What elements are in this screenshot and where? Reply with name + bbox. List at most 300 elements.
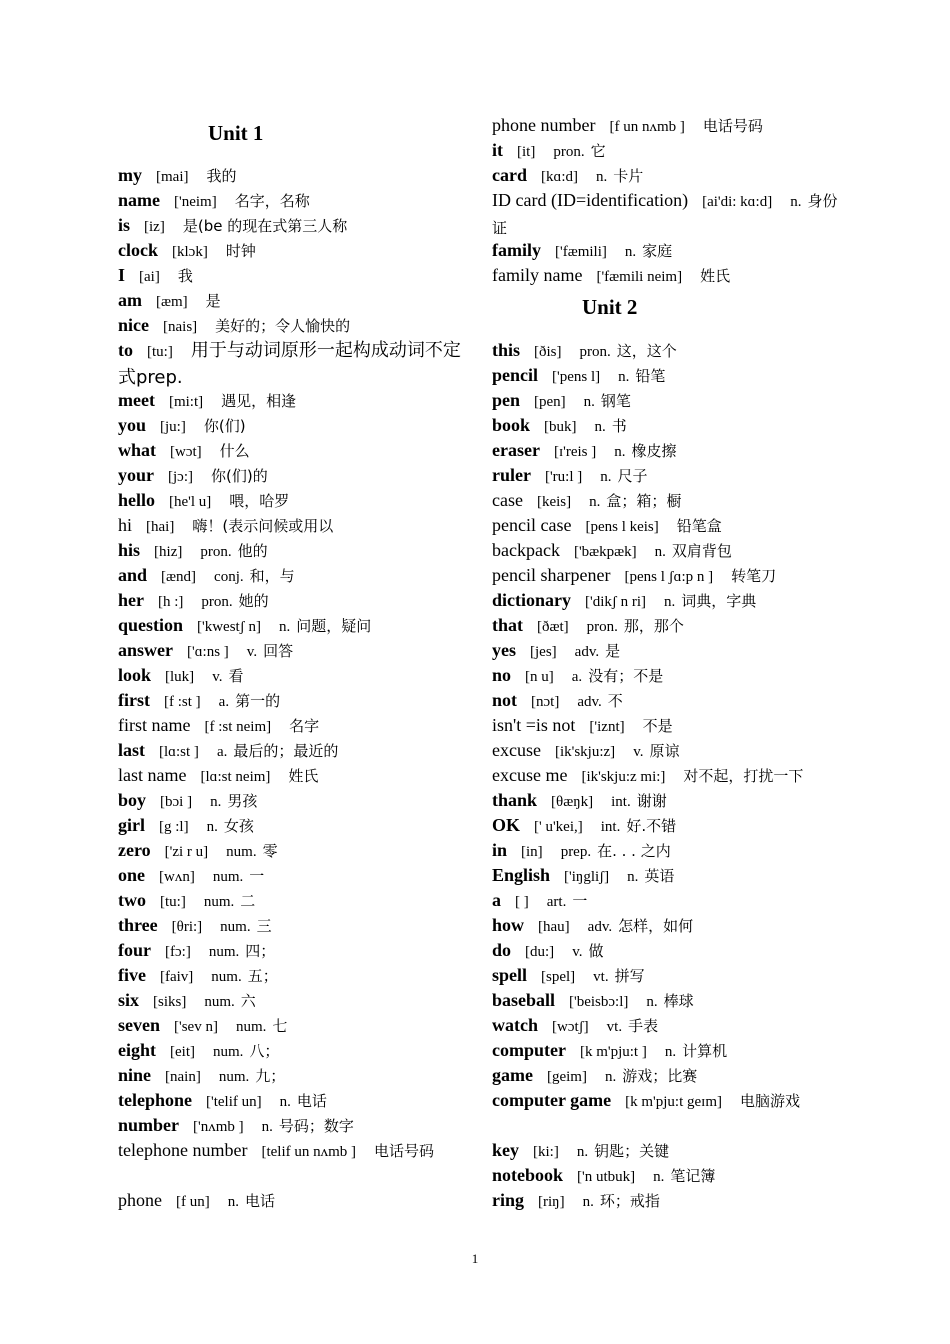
vocab-entry (118, 163, 463, 190)
vocab-phonetic: [fɔ:] (165, 944, 191, 960)
vocab-phonetic: [hiz] (154, 544, 183, 560)
vocab-word: and (118, 565, 148, 585)
vocab-entry (492, 1138, 842, 1165)
vocab-phonetic: ['pens l] (552, 369, 601, 385)
vocab-phonetic: [n u] (525, 669, 554, 685)
vocab-entry (118, 938, 463, 965)
vocab-word: English (492, 865, 551, 885)
vocab-word: his (118, 540, 141, 560)
vocab-phonetic: [wɔt] (170, 444, 202, 460)
vocab-entry (118, 963, 463, 990)
vocab-word: this (492, 340, 521, 360)
vocab-entry (492, 413, 842, 440)
vocab-phonetic: ['n utbuk] (577, 1169, 636, 1185)
vocab-phonetic: [' u'kei,] (534, 819, 583, 835)
vocab-word: ring (492, 1190, 525, 1210)
vocab-meaning: 男孩 (227, 792, 258, 810)
vocab-word: number (118, 1115, 180, 1135)
vocab-phonetic: [buk] (544, 419, 577, 435)
vocab-meaning: 喂，哈罗 (229, 492, 290, 510)
vocab-phonetic: [iz] (144, 219, 165, 235)
vocab-meaning: 用于与动词原形一起构成动词不定式prep. (118, 340, 461, 388)
vocab-word: computer game (492, 1090, 612, 1110)
vocab-word: notebook (492, 1165, 564, 1185)
vocab-meaning: 问题，疑问 (296, 617, 372, 635)
vocab-word: first (118, 690, 150, 710)
vocab-word: pen (492, 390, 521, 410)
vocab-entry (492, 813, 842, 840)
vocab-word: pencil sharpener (492, 565, 611, 585)
vocab-phonetic: ['kwestʃ n] (197, 619, 261, 635)
vocab-meaning: 电话号码 (702, 117, 763, 135)
vocab-phonetic: [ik'skju:z mi:] (581, 769, 666, 785)
vocab-pos: n. (604, 1069, 617, 1085)
vocab-word: isn't =is not (492, 715, 576, 735)
vocab-entry (118, 688, 463, 715)
vocab-phonetic: ['fæmili neim] (596, 269, 683, 285)
vocab-phonetic: ['bækpæk] (573, 544, 637, 560)
vocab-phonetic: [jes] (530, 644, 557, 660)
vocab-meaning: 拼写 (614, 967, 645, 985)
vocab-phonetic: [telif un nʌmb ] (261, 1144, 357, 1160)
vocab-phonetic: [ænd] (161, 569, 197, 585)
vocab-word: your (118, 465, 154, 485)
vocab-word: clock (118, 240, 158, 260)
vocab-word: I (118, 265, 126, 285)
vocab-phonetic: [hai] (146, 519, 175, 535)
vocab-entry (492, 388, 842, 415)
vocab-pos: n. (278, 619, 291, 635)
vocab-phonetic: [pens l ʃɑ:p n ] (624, 569, 714, 585)
vocab-word: not (492, 690, 518, 710)
vocab-phonetic: [k m'pju:t geɪm] (625, 1094, 722, 1110)
vocab-phonetic: [g :l] (159, 819, 189, 835)
vocab-pos: num. (211, 969, 242, 985)
vocab-phonetic: [k m'pju:t ] (579, 1044, 647, 1060)
vocab-entry (492, 513, 842, 540)
vocab-pos: num. (235, 1019, 267, 1035)
vocab-entry (492, 463, 842, 490)
vocab-meaning: 是 (605, 642, 621, 660)
vocab-word: is (118, 215, 131, 235)
vocab-word: six (118, 990, 140, 1010)
vocab-meaning: 橡皮擦 (631, 442, 677, 460)
vocab-word: yes (492, 640, 516, 660)
vocab-word: answer (118, 640, 173, 660)
vocab-pos: n. (596, 169, 608, 185)
vocab-meaning: 棒球 (663, 992, 694, 1010)
vocab-entry (492, 238, 842, 265)
vocab-meaning: 盒；箱；橱 (606, 492, 682, 510)
vocab-entry (492, 913, 842, 940)
vocab-entry (118, 438, 463, 465)
vocab-meaning: 号码；数字 (278, 1117, 354, 1135)
vocab-entry (492, 338, 842, 365)
vocab-word: three (118, 915, 158, 935)
vocab-meaning: 时钟 (225, 242, 256, 260)
vocab-pos: v. (633, 744, 644, 760)
vocab-entry (492, 838, 842, 865)
vocab-pos: pron. (200, 544, 232, 560)
vocab-entry (118, 888, 463, 915)
vocab-entry (118, 1063, 463, 1090)
vocab-pos: n. (790, 194, 802, 210)
vocab-meaning: 电脑游戏 (740, 1092, 801, 1110)
vocab-meaning: 钥匙；关键 (594, 1142, 670, 1160)
vocab-word: pencil case (492, 515, 572, 535)
vocab-entry (118, 1038, 463, 1065)
vocab-word: that (492, 615, 523, 635)
vocab-phonetic: [lɑ:st ] (159, 744, 199, 760)
vocab-word: thank (492, 790, 538, 810)
vocab-entry (118, 513, 463, 540)
vocab-phonetic: [kɑ:d] (541, 169, 579, 185)
vocab-pos: adv. (574, 644, 600, 660)
vocab-pos: v. (212, 669, 223, 685)
vocab-meaning: 她的 (238, 592, 269, 610)
vocab-phonetic: ['beisbɔ:l] (569, 994, 629, 1010)
vocab-pos: adv. (577, 694, 602, 710)
vocab-pos: num. (220, 919, 251, 935)
vocab-pos: v. (572, 944, 583, 960)
vocab-entry (118, 538, 463, 565)
vocab-meaning: 八； (249, 1042, 280, 1060)
vocab-word: my (118, 165, 142, 185)
vocab-pos: n. (594, 419, 606, 435)
vocab-pos: a. (571, 669, 583, 685)
vocab-entry (492, 1038, 842, 1065)
vocab-word: hi (118, 515, 133, 535)
vocab-phonetic: ['iŋgliʃ] (564, 869, 610, 885)
vocab-phonetic: [in] (521, 844, 543, 860)
vocab-word: two (118, 890, 146, 910)
vocab-pos: n. (206, 819, 218, 835)
vocab-pos: vt. (606, 1019, 623, 1035)
vocab-phonetic: [f un nʌmb ] (609, 119, 685, 135)
vocab-entry (492, 763, 842, 790)
vocab-meaning: 词典，字典 (681, 592, 757, 610)
vocab-meaning: 谢谢 (636, 792, 667, 810)
vocab-word: how (492, 915, 525, 935)
vocab-phonetic: [ɪ'reis ] (553, 444, 597, 460)
vocab-word: question (118, 615, 184, 635)
vocab-pos: num. (212, 1044, 244, 1060)
vocab-meaning: 第一的 (235, 692, 281, 710)
vocab-meaning: 你(们)的 (210, 467, 268, 485)
vocab-pos: v. (246, 644, 258, 660)
vocab-phonetic: [f un] (176, 1194, 210, 1210)
vocab-pos: n. (614, 444, 626, 460)
vocab-phonetic: ['zi r u] (164, 844, 209, 860)
vocab-pos: vt. (593, 969, 609, 985)
vocab-phonetic: [nain] (165, 1069, 201, 1085)
vocab-phonetic: [siks] (153, 994, 187, 1010)
vocab-word: family (492, 240, 541, 260)
vocab-entry (492, 688, 842, 715)
vocab-word: ruler (492, 465, 531, 485)
vocab-pos: pron. (579, 344, 611, 360)
vocab-phonetic: [nais] (163, 319, 198, 335)
vocab-meaning: 这，这个 (616, 342, 677, 360)
vocab-word: game (492, 1065, 533, 1085)
vocab-word: spell (492, 965, 528, 985)
vocab-word: key (492, 1140, 519, 1160)
vocab-meaning: 五； (247, 967, 278, 985)
vocab-phonetic: [ki:] (533, 1144, 559, 1160)
vocab-phonetic: [ai] (139, 269, 160, 285)
vocab-entry (492, 863, 842, 890)
vocab-word: am (118, 290, 142, 310)
vocab-entry (118, 1188, 463, 1215)
vocab-word: pencil (492, 365, 539, 385)
vocab-meaning: 最后的；最近的 (233, 742, 339, 760)
vocab-pos: a. (216, 744, 228, 760)
vocab-pos: pron. (201, 594, 233, 610)
vocab-phonetic: [ðæt] (537, 619, 569, 635)
vocab-word: do (492, 940, 512, 960)
vocab-meaning: 那，那个 (623, 617, 684, 635)
vocab-pos: num. (218, 1069, 250, 1085)
vocab-word: book (492, 415, 531, 435)
vocab-meaning: 姓氏 (700, 267, 731, 285)
vocab-phonetic: [jɔ:] (168, 469, 193, 485)
vocab-word: look (118, 665, 152, 685)
vocab-entry (118, 813, 463, 840)
vocab-phonetic: [spel] (541, 969, 576, 985)
vocab-word: what (118, 440, 157, 460)
vocab-meaning: 尺子 (617, 467, 648, 485)
vocab-phonetic: [mai] (156, 169, 189, 185)
vocab-entry (492, 713, 842, 740)
vocab-meaning: 电话 (296, 1092, 327, 1110)
vocab-entry (118, 413, 463, 440)
vocab-pos: n. (664, 1044, 677, 1060)
vocab-word: five (118, 965, 146, 985)
vocab-pos: n. (646, 994, 658, 1010)
vocab-phonetic: [ai'di: kɑ:d] (702, 194, 773, 210)
vocab-phonetic: [ik'skju:z] (554, 744, 616, 760)
vocab-meaning: 他的 (237, 542, 268, 560)
vocab-word: ID card (ID=identification) (492, 190, 689, 210)
vocab-meaning: 它 (590, 142, 606, 160)
vocab-entry (118, 738, 463, 765)
vocab-entry (118, 563, 463, 590)
vocab-entry (118, 1088, 463, 1115)
vocab-word: baseball (492, 990, 556, 1010)
unit-title: Unit 2 (582, 295, 638, 319)
vocab-meaning: 做 (588, 942, 604, 960)
vocab-word: you (118, 415, 147, 435)
vocab-meaning: 回答 (263, 642, 294, 660)
vocab-word: name (118, 190, 160, 210)
vocab-pos: pron. (553, 144, 585, 160)
vocab-word: phone (118, 1190, 162, 1210)
vocab-pos: n. (279, 1094, 291, 1110)
vocab-entry (118, 213, 463, 240)
vocab-meaning: 一 (572, 892, 588, 910)
vocab-entry (492, 1013, 842, 1040)
vocab-entry (492, 1088, 842, 1115)
vocab-entry (118, 663, 463, 690)
vocab-word: dictionary (492, 590, 571, 610)
vocab-pos: num. (204, 994, 235, 1010)
vocab-word: a (492, 890, 501, 910)
vocab-word: nine (118, 1065, 152, 1085)
vocab-pos: n. (582, 1194, 594, 1210)
vocab-meaning: 笔记簿 (670, 1167, 716, 1185)
vocab-meaning: 四； (245, 942, 276, 960)
vocab-entry (118, 613, 463, 640)
vocab-entry (118, 288, 463, 315)
vocab-meaning: 书 (611, 417, 627, 435)
vocab-entry (492, 488, 842, 515)
vocab-word: nice (118, 315, 149, 335)
vocab-word: zero (118, 840, 151, 860)
vocab-word: card (492, 165, 527, 185)
vocab-phonetic: ['ɑ:ns ] (187, 644, 229, 660)
vocab-meaning: 好.不错 (626, 817, 677, 835)
page-number: 1 (471, 1251, 479, 1266)
vocab-entry (492, 888, 842, 915)
vocab-meaning: 双肩背包 (671, 542, 732, 560)
vocab-phonetic: [f :st neim] (204, 719, 272, 735)
vocab-entry (492, 638, 842, 665)
vocab-phonetic: [nɔt] (531, 694, 560, 710)
vocab-pos: n. (261, 1119, 273, 1135)
vocab-word: in (492, 840, 508, 860)
vocab-pos: num. (208, 944, 240, 960)
vocab-entry (492, 113, 842, 140)
vocab-meaning: 不是 (642, 717, 673, 735)
vocab-meaning: 你(们) (203, 417, 246, 435)
vocab-meaning: 计算机 (682, 1042, 728, 1060)
vocab-entry (118, 588, 463, 615)
vocab-meaning: 环；戒指 (599, 1192, 660, 1210)
vocab-meaning: 怎样，如何 (618, 917, 694, 935)
vocab-phonetic: [æm] (156, 294, 188, 310)
vocab-word: family name (492, 265, 583, 285)
vocab-phonetic: ['dikʃ n ri] (585, 594, 647, 610)
vocab-meaning: 铅笔盒 (676, 517, 722, 535)
vocab-meaning: 名字 (289, 717, 320, 735)
vocab-word: her (118, 590, 144, 610)
vocab-entry (492, 938, 842, 965)
vocab-meaning: 七 (272, 1017, 288, 1035)
vocab-entry (118, 988, 463, 1015)
vocab-entry (118, 338, 463, 390)
vocab-entry (118, 788, 463, 815)
vocab-pos: n. (583, 394, 595, 410)
vocab-meaning: 手表 (628, 1017, 659, 1035)
vocab-phonetic: ['ru:l ] (544, 469, 583, 485)
vocab-phonetic: [he'l u] (169, 494, 212, 510)
vocab-entry (118, 388, 463, 415)
vocab-entry (492, 1063, 842, 1090)
vocab-entry (492, 1188, 842, 1215)
vocab-meaning: 看 (228, 667, 244, 685)
vocab-entry (118, 863, 463, 890)
vocab-entry (492, 788, 842, 815)
vocab-phonetic: ['fæmili] (555, 244, 607, 260)
vocab-word: eight (118, 1040, 156, 1060)
vocab-entry (118, 313, 463, 340)
vocab-entry (492, 438, 842, 465)
vocab-pos: int. (611, 794, 631, 810)
vocab-meaning: 是(be 的现在式第三人称 (182, 217, 348, 235)
vocab-phonetic: [keis] (536, 494, 572, 510)
vocab-entry (492, 963, 842, 990)
vocab-meaning: 电话 (245, 1192, 276, 1210)
vocab-phonetic: [eit] (170, 1044, 195, 1060)
vocab-phonetic: ['neim] (174, 194, 217, 210)
vocab-meaning: 我的 (206, 167, 237, 185)
vocab-entry (118, 763, 463, 790)
vocab-meaning: 姓氏 (288, 767, 319, 785)
vocab-meaning: 什么 (219, 442, 250, 460)
vocab-entry (118, 488, 463, 515)
vocab-entry (492, 563, 842, 590)
vocab-pos: prep. (560, 844, 592, 860)
vocab-phonetic: [ðis] (534, 344, 562, 360)
vocab-phonetic: ['nʌmb ] (193, 1119, 244, 1135)
vocab-meaning: 铅笔 (635, 367, 666, 385)
vocab-entry (118, 1113, 463, 1140)
vocab-word: case (492, 490, 523, 510)
vocab-pos: n. (589, 494, 601, 510)
vocab-phonetic: [h :] (158, 594, 184, 610)
vocab-entry (492, 188, 842, 241)
vocab-meaning: 九； (255, 1067, 286, 1085)
vocab-phonetic: [du:] (525, 944, 555, 960)
vocab-meaning: 美好的；令人愉快的 (215, 317, 351, 335)
vocab-pos: adv. (587, 919, 613, 935)
vocab-meaning: 二 (240, 892, 256, 910)
vocab-entry (118, 238, 463, 265)
vocab-word: backpack (492, 540, 560, 560)
vocab-entry (492, 588, 842, 615)
vocab-word: it (492, 140, 503, 160)
vocab-entry (118, 713, 463, 740)
vocab-meaning: 我 (177, 267, 193, 285)
vocab-meaning: 女孩 (223, 817, 254, 835)
vocab-pos: n. (600, 469, 612, 485)
vocab-phonetic: [tu:] (160, 894, 186, 910)
vocab-word: to (118, 340, 133, 360)
vocab-phonetic: [bɔi ] (160, 794, 193, 810)
vocab-word: telephone number (118, 1140, 248, 1160)
unit-title: Unit 1 (208, 121, 264, 145)
vocab-word: no (492, 665, 512, 685)
vocab-phonetic: [ju:] (160, 419, 186, 435)
vocab-phonetic: [geim] (546, 1069, 587, 1085)
vocab-phonetic: [pen] (534, 394, 566, 410)
vocab-entry (118, 263, 463, 290)
vocab-word: excuse (492, 740, 541, 760)
vocab-word: computer (492, 1040, 566, 1060)
vocab-meaning: 转笔刀 (731, 567, 777, 585)
vocab-meaning: 一 (249, 867, 265, 885)
vocab-phonetic: [hau] (538, 919, 570, 935)
vocab-pos: n. (664, 594, 676, 610)
vocab-meaning: 零 (262, 842, 278, 860)
vocab-meaning: 遇见，相逢 (221, 392, 297, 410)
vocab-word: last name (118, 765, 187, 785)
vocab-meaning: 不 (607, 692, 623, 710)
vocab-word: hello (118, 490, 156, 510)
vocab-phonetic: [f :st ] (163, 694, 201, 710)
vocab-pos: n. (627, 869, 639, 885)
vocab-meaning: 没有；不是 (588, 667, 664, 685)
